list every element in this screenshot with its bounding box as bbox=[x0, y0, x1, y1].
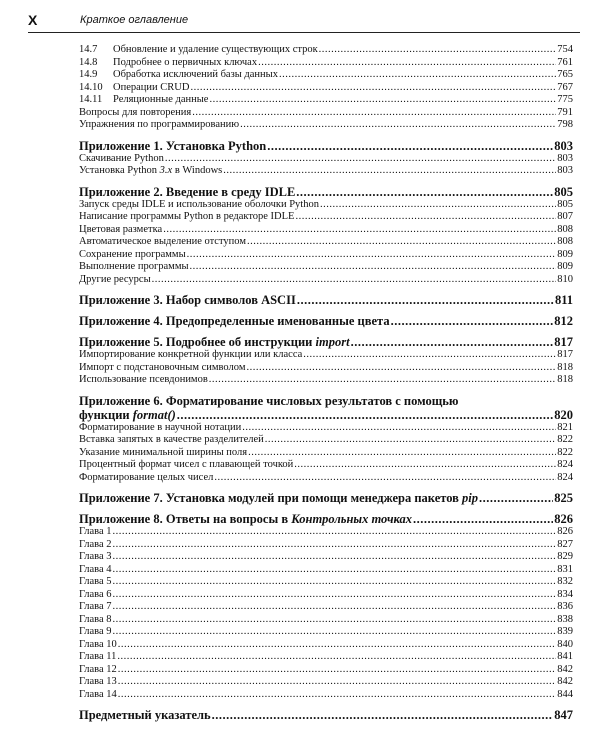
section-number: 14.10 bbox=[79, 81, 103, 93]
entry-title bbox=[79, 551, 112, 564]
toc-entry[interactable] bbox=[79, 44, 573, 57]
page-ref: 807 bbox=[557, 211, 573, 222]
page-ref: 791 bbox=[557, 106, 573, 118]
toc-entry[interactable] bbox=[79, 153, 573, 166]
toc-entry[interactable] bbox=[79, 165, 573, 178]
page-ref: 842 bbox=[557, 663, 573, 675]
entry-title bbox=[79, 199, 319, 212]
entry-title-text: Глава 1 bbox=[79, 526, 112, 537]
dot-leader bbox=[294, 459, 556, 472]
entry-title bbox=[79, 601, 112, 614]
entry-title-text: Предметный указатель bbox=[79, 708, 211, 722]
entry-title bbox=[79, 434, 264, 447]
dot-leader bbox=[113, 551, 557, 564]
page-ref: 829 bbox=[557, 551, 573, 562]
toc-entry[interactable] bbox=[79, 57, 573, 70]
page-ref: 818 bbox=[557, 374, 573, 385]
page-ref: 812 bbox=[554, 314, 573, 328]
dot-leader bbox=[240, 119, 556, 132]
appendix-heading[interactable] bbox=[79, 512, 573, 526]
appendix-heading[interactable] bbox=[79, 408, 573, 422]
page-ref: 767 bbox=[557, 81, 573, 93]
page-ref: 809 bbox=[557, 248, 573, 260]
dot-leader bbox=[113, 614, 557, 627]
entry-title-text: Приложение 3. Набор символов ASCII bbox=[79, 293, 296, 307]
section-number: 14.8 bbox=[79, 56, 98, 68]
appendix-heading[interactable] bbox=[79, 314, 573, 328]
table-of-contents bbox=[79, 44, 573, 722]
dot-leader bbox=[246, 362, 556, 375]
dot-leader bbox=[295, 211, 556, 224]
toc-entry[interactable] bbox=[79, 119, 573, 132]
entry-title-text: Вставка запятых в качестве разделителей bbox=[79, 434, 264, 445]
toc-entry[interactable] bbox=[79, 539, 573, 552]
entry-title bbox=[79, 447, 247, 460]
entry-title-text: Приложение 4. Предопределенные именованные цвета bbox=[79, 314, 390, 328]
page-ref: 847 bbox=[554, 708, 573, 722]
page-ref: 803 bbox=[557, 152, 573, 164]
entry-title-text: Установка Python bbox=[79, 165, 160, 176]
dot-leader bbox=[118, 676, 556, 689]
toc-entry[interactable] bbox=[79, 69, 573, 82]
page-ref: 832 bbox=[557, 576, 573, 587]
entry-title bbox=[79, 664, 117, 677]
dot-leader bbox=[187, 249, 557, 262]
dot-leader bbox=[267, 139, 553, 153]
entry-title-text: Запуск среды IDLE и использование оболочки Python bbox=[79, 198, 319, 210]
entry-title bbox=[79, 224, 162, 237]
page-ref: 836 bbox=[557, 601, 573, 612]
dot-leader bbox=[118, 664, 556, 677]
page-ref: 818 bbox=[557, 361, 573, 373]
toc-entry[interactable] bbox=[79, 211, 573, 224]
toc-entry[interactable] bbox=[79, 639, 573, 652]
dot-leader bbox=[319, 44, 557, 57]
entry-title bbox=[79, 564, 112, 577]
page-ref: 810 bbox=[557, 273, 573, 285]
entry-title bbox=[79, 539, 112, 552]
entry-title bbox=[79, 139, 266, 153]
dot-leader bbox=[413, 512, 553, 526]
page-ref: 803 bbox=[557, 165, 573, 176]
dot-leader bbox=[297, 293, 554, 307]
page-ref: 820 bbox=[554, 407, 573, 422]
page-ref: 826 bbox=[554, 512, 573, 526]
toc-entry[interactable] bbox=[79, 274, 573, 287]
entry-title-text: Подробнее о первичных ключах bbox=[113, 56, 258, 68]
dot-leader bbox=[247, 236, 556, 249]
toc-entry[interactable] bbox=[79, 199, 573, 212]
entry-title-text: Форматирование целых чисел bbox=[79, 471, 214, 483]
page-ref: 824 bbox=[557, 459, 573, 470]
dot-leader bbox=[113, 576, 557, 589]
page-ref: 834 bbox=[557, 588, 573, 600]
toc-group bbox=[79, 293, 573, 307]
page-ref: 839 bbox=[557, 626, 573, 637]
dot-leader bbox=[113, 626, 557, 639]
entry-title bbox=[79, 335, 350, 349]
page-ref: 808 bbox=[557, 223, 573, 235]
dot-leader bbox=[163, 224, 556, 237]
toc-entry[interactable] bbox=[79, 676, 573, 689]
section-number: 14.7 bbox=[79, 44, 98, 55]
appendix-heading[interactable] bbox=[79, 491, 573, 505]
entry-title bbox=[79, 236, 246, 249]
toc-group bbox=[79, 512, 573, 701]
entry-title-italic: Контрольных точках bbox=[291, 512, 413, 526]
page-ref: 826 bbox=[557, 526, 573, 537]
toc-entry[interactable] bbox=[79, 224, 573, 237]
entry-title-text: Глава 7 bbox=[79, 601, 112, 612]
dot-leader bbox=[113, 564, 557, 577]
page-ref: 838 bbox=[557, 613, 573, 625]
dot-leader bbox=[214, 472, 556, 485]
toc-entry[interactable] bbox=[79, 651, 573, 664]
entry-title bbox=[79, 349, 302, 362]
entry-title-text: Выполнение программы bbox=[79, 261, 189, 272]
entry-title-text: Импорт с подстановочным символом bbox=[79, 361, 246, 373]
toc-entry[interactable] bbox=[79, 82, 573, 95]
entry-title bbox=[79, 589, 112, 602]
entry-title bbox=[79, 107, 191, 120]
entry-title bbox=[113, 69, 278, 82]
entry-title bbox=[79, 185, 295, 199]
entry-title bbox=[79, 293, 296, 307]
entry-title bbox=[79, 459, 293, 472]
toc-entry[interactable] bbox=[79, 249, 573, 262]
dot-leader bbox=[258, 57, 556, 70]
dot-leader bbox=[190, 82, 556, 95]
appendix-heading[interactable] bbox=[79, 293, 573, 307]
entry-title-text: Глава 4 bbox=[79, 563, 112, 575]
dot-leader bbox=[152, 274, 557, 287]
entry-title bbox=[79, 422, 241, 435]
entry-title bbox=[79, 249, 186, 262]
dot-leader bbox=[303, 349, 556, 362]
section-number: 14.9 bbox=[79, 69, 98, 80]
toc-entry[interactable] bbox=[79, 459, 573, 472]
dot-leader bbox=[113, 526, 557, 539]
toc-entry[interactable] bbox=[79, 589, 573, 602]
entry-title-text: Скачивание Python bbox=[79, 152, 164, 164]
dot-leader bbox=[351, 335, 554, 349]
entry-title bbox=[113, 82, 189, 95]
toc-group bbox=[79, 708, 573, 722]
entry-title-text: Использование псевдонимов bbox=[79, 374, 208, 385]
dot-leader bbox=[113, 539, 557, 552]
entry-title-text: Цветовая разметка bbox=[79, 223, 163, 235]
page-ref: 805 bbox=[557, 198, 573, 210]
entry-title bbox=[79, 651, 116, 664]
dot-leader bbox=[209, 94, 556, 107]
page-ref: 811 bbox=[554, 293, 573, 307]
entry-title-suffix: в Windows bbox=[172, 165, 223, 176]
page-ref: 817 bbox=[557, 349, 573, 360]
running-header bbox=[28, 12, 580, 32]
entry-title-text: Сохранение программы bbox=[79, 248, 186, 260]
entry-title bbox=[79, 153, 164, 166]
entry-title-text: Импортирование конкретной функции или класса bbox=[79, 349, 303, 360]
running-title: Краткое оглавление bbox=[80, 14, 189, 26]
entry-title-text: Автоматическое выделение отступом bbox=[79, 236, 246, 247]
entry-title bbox=[79, 362, 245, 375]
dot-leader bbox=[165, 153, 556, 166]
entry-title bbox=[113, 44, 318, 57]
entry-title bbox=[113, 94, 208, 107]
entry-title bbox=[79, 274, 151, 287]
dot-leader bbox=[118, 639, 556, 652]
page-ref: 831 bbox=[557, 563, 573, 575]
page-ref: 824 bbox=[557, 471, 573, 483]
entry-title-text: Глава 6 bbox=[79, 588, 112, 600]
entry-title bbox=[79, 119, 239, 132]
toc-entry[interactable] bbox=[79, 422, 573, 435]
entry-title bbox=[79, 689, 117, 702]
entry-title-text: Глава 12 bbox=[79, 663, 117, 675]
entry-title-text: Указание минимальной ширины поля bbox=[79, 446, 248, 458]
entry-title bbox=[79, 211, 294, 224]
entry-title bbox=[79, 472, 213, 485]
entry-title-text: Другие ресурсы bbox=[79, 273, 151, 285]
page-ref: 798 bbox=[557, 119, 573, 130]
toc-group bbox=[79, 394, 573, 485]
entry-title bbox=[79, 639, 117, 652]
toc-entry[interactable] bbox=[79, 601, 573, 614]
page-ref: 844 bbox=[557, 688, 573, 700]
toc-entry[interactable] bbox=[79, 434, 573, 447]
page-ref: 775 bbox=[557, 94, 573, 105]
dot-leader bbox=[265, 434, 556, 447]
toc-entry[interactable] bbox=[79, 349, 573, 362]
entry-title-text: Глава 8 bbox=[79, 613, 112, 625]
dot-leader bbox=[190, 261, 557, 274]
page-ref: 822 bbox=[557, 434, 573, 445]
toc-group bbox=[79, 335, 573, 387]
toc-group bbox=[79, 139, 573, 178]
entry-title-text: Обновление и удаление существующих строк bbox=[113, 44, 318, 55]
dot-leader bbox=[113, 601, 557, 614]
toc-entry[interactable] bbox=[79, 664, 573, 677]
page-ref: 822 bbox=[557, 446, 573, 458]
page-ref: 805 bbox=[554, 184, 573, 199]
section-number: 14.11 bbox=[79, 94, 103, 105]
appendix-heading[interactable] bbox=[79, 708, 573, 722]
page-ref: 825 bbox=[554, 491, 573, 505]
entry-title-text: Глава 13 bbox=[79, 676, 117, 687]
toc-group bbox=[79, 491, 573, 505]
entry-title-text: Глава 2 bbox=[79, 538, 112, 550]
entry-title-text: Написание программы Python в редакторе IDLE bbox=[79, 211, 295, 222]
toc-entry[interactable] bbox=[79, 94, 573, 107]
toc-entry[interactable] bbox=[79, 236, 573, 249]
entry-title bbox=[113, 57, 257, 70]
entry-title-text: Приложение 5. Подробнее об инструкции bbox=[79, 335, 316, 349]
page-ref: 827 bbox=[557, 538, 573, 550]
entry-title-text: Глава 10 bbox=[79, 638, 117, 650]
dot-leader bbox=[177, 408, 553, 422]
toc-entry[interactable] bbox=[79, 526, 573, 539]
dot-leader bbox=[479, 491, 553, 505]
toc-entry[interactable] bbox=[79, 362, 573, 375]
entry-title-text: Реляционные данные bbox=[113, 94, 209, 105]
entry-title bbox=[79, 676, 117, 689]
dot-leader bbox=[223, 165, 556, 178]
toc-entry[interactable] bbox=[79, 576, 573, 589]
entry-title-text: функции bbox=[79, 407, 133, 422]
dot-leader bbox=[209, 374, 556, 387]
toc-entry[interactable] bbox=[79, 107, 573, 120]
toc-entry[interactable] bbox=[79, 261, 573, 274]
appendix-heading[interactable] bbox=[79, 185, 573, 199]
entry-title-text: Операции CRUD bbox=[113, 81, 190, 93]
entry-title-text: Приложение 7. Установка модулей при помощи менеджера пакетов bbox=[79, 491, 463, 505]
dot-leader bbox=[212, 708, 554, 722]
entry-title-text: Форматирование в научной нотации bbox=[79, 421, 242, 433]
page-ref: 821 bbox=[557, 421, 573, 433]
page-ref: 761 bbox=[557, 56, 573, 68]
appendix-heading[interactable] bbox=[79, 335, 573, 349]
toc-entry[interactable] bbox=[79, 626, 573, 639]
page-number: X bbox=[28, 12, 38, 28]
toc-entry[interactable] bbox=[79, 564, 573, 577]
entry-title bbox=[79, 314, 390, 328]
entry-title bbox=[79, 491, 478, 505]
entry-title-italic: 3.x bbox=[159, 165, 173, 176]
appendix-heading-line1[interactable] bbox=[79, 394, 573, 408]
entry-title bbox=[79, 526, 112, 539]
toc-group bbox=[79, 44, 573, 132]
page-ref: 808 bbox=[557, 236, 573, 247]
entry-title-text: Глава 9 bbox=[79, 626, 112, 637]
toc-group bbox=[79, 314, 573, 328]
entry-title bbox=[79, 626, 112, 639]
entry-title bbox=[79, 614, 112, 627]
dot-leader bbox=[242, 422, 556, 435]
page-ref: 840 bbox=[557, 638, 573, 650]
dot-leader bbox=[296, 185, 553, 199]
entry-title-italic: pip bbox=[462, 491, 479, 505]
entry-title-italic: import bbox=[315, 335, 350, 349]
entry-title bbox=[79, 576, 112, 589]
entry-title bbox=[79, 261, 189, 274]
toc-entry[interactable] bbox=[79, 614, 573, 627]
toc-entry[interactable] bbox=[79, 447, 573, 460]
page-ref: 841 bbox=[557, 651, 573, 662]
page-ref: 754 bbox=[557, 44, 573, 55]
toc-group bbox=[79, 185, 573, 287]
page-ref: 803 bbox=[554, 138, 573, 153]
entry-title-text: Глава 14 bbox=[79, 688, 117, 700]
toc-entry[interactable] bbox=[79, 689, 573, 702]
appendix-heading[interactable] bbox=[79, 139, 573, 153]
entry-title-text: Обработка исключений базы данных bbox=[113, 69, 278, 80]
entry-title-text: Глава 5 bbox=[79, 576, 112, 587]
dot-leader bbox=[248, 447, 556, 460]
dot-leader bbox=[113, 589, 557, 602]
toc-entry[interactable] bbox=[79, 551, 573, 564]
toc-entry[interactable] bbox=[79, 374, 573, 387]
entry-title-text: Вопросы для повторения bbox=[79, 106, 192, 118]
entry-title bbox=[79, 512, 412, 526]
entry-title-text: Приложение 6. Форматирование числовых результатов с помощью bbox=[79, 393, 459, 408]
entry-title bbox=[79, 708, 211, 722]
page-ref: 809 bbox=[557, 261, 573, 272]
dot-leader bbox=[118, 689, 556, 702]
entry-title-text: Приложение 8. Ответы на вопросы в bbox=[79, 512, 292, 526]
entry-title-text: Глава 11 bbox=[79, 651, 117, 662]
page-ref: 817 bbox=[554, 335, 573, 349]
page-ref: 842 bbox=[557, 676, 573, 687]
page-ref: 765 bbox=[557, 69, 573, 80]
dot-leader bbox=[320, 199, 556, 212]
entry-title-text: Глава 3 bbox=[79, 551, 112, 562]
dot-leader bbox=[192, 107, 556, 120]
entry-title-text: Упражнения по программированию bbox=[79, 119, 240, 130]
entry-title-italic: format() bbox=[132, 407, 176, 422]
dot-leader bbox=[391, 314, 554, 328]
entry-title-text: Процентный формат чисел с плавающей точкой bbox=[79, 459, 294, 470]
entry-title bbox=[79, 408, 176, 422]
entry-title bbox=[79, 165, 222, 178]
entry-title bbox=[79, 374, 208, 387]
dot-leader bbox=[279, 69, 556, 82]
toc-entry[interactable] bbox=[79, 472, 573, 485]
dot-leader bbox=[117, 651, 556, 664]
entry-title-text: Приложение 1. Установка Python bbox=[79, 138, 267, 153]
entry-title-text: Приложение 2. Введение в среду IDLE bbox=[79, 184, 296, 199]
header-rule bbox=[28, 32, 580, 33]
